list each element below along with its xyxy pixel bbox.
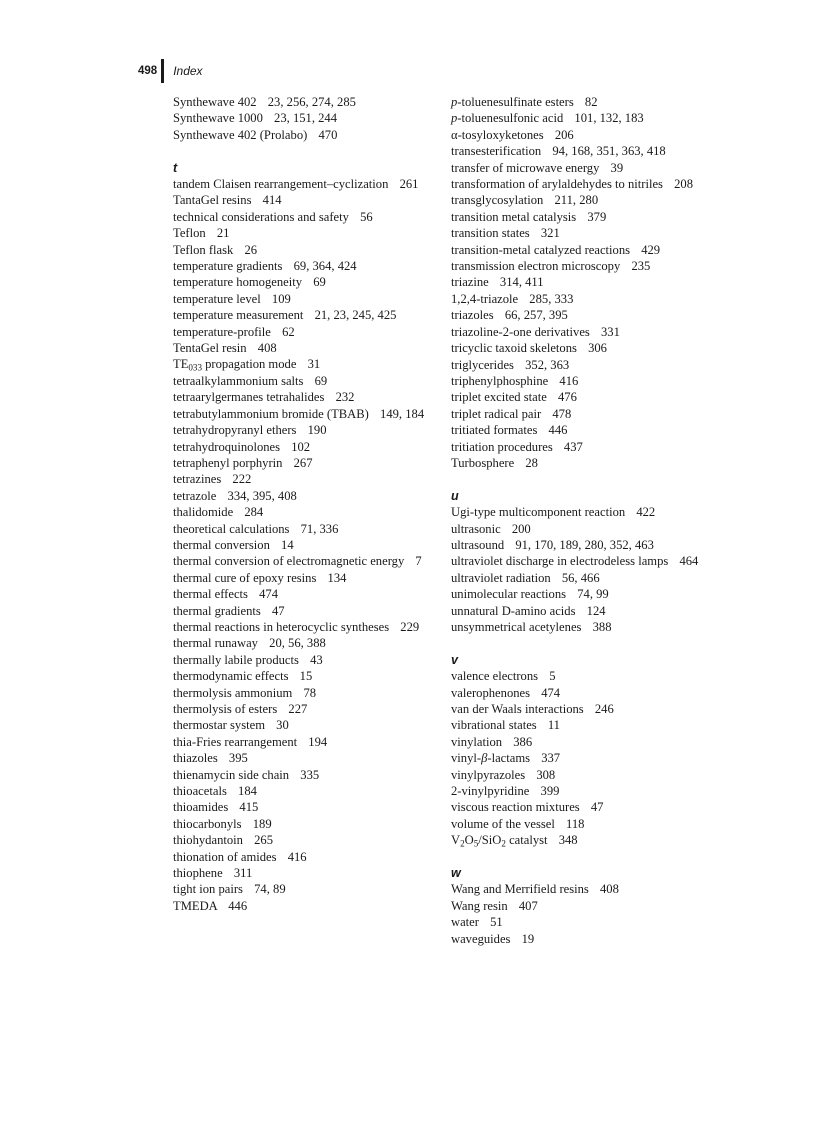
- index-term: tetrahydroquinolones: [173, 439, 281, 454]
- index-entry: [173, 504, 443, 520]
- index-pages: 69: [313, 275, 326, 290]
- index-term: vibrational states: [451, 718, 537, 733]
- page-number: 498: [138, 65, 158, 77]
- index-pages: 15: [299, 669, 313, 684]
- index-term: tight ion pairs: [173, 882, 243, 897]
- index-term: ultraviolet radiation: [451, 570, 551, 585]
- index-entry: [451, 110, 721, 126]
- index-entry: [451, 799, 721, 815]
- index-term: unnatural D-amino acids: [451, 603, 576, 618]
- index-pages: 446: [548, 423, 568, 438]
- index-pages: 211, 280: [554, 193, 599, 208]
- index-term: thiazoles: [173, 751, 218, 766]
- index-pages: 334, 395, 408: [227, 488, 297, 503]
- index-entry: [451, 373, 721, 389]
- index-pages: 222: [232, 472, 252, 487]
- index-entry: [451, 94, 721, 110]
- index-term: viscous reaction mixtures: [451, 800, 580, 815]
- index-term: transesterification: [451, 144, 542, 159]
- index-entry: [173, 307, 443, 323]
- index-pages: 14: [281, 537, 294, 552]
- index-term: 1,2,4-triazole: [451, 291, 519, 306]
- index-pages: 51: [490, 915, 503, 930]
- index-pages: 94, 168, 351, 363, 418: [552, 144, 666, 159]
- index-term: TantaGel resins: [173, 193, 252, 208]
- index-pages: 124: [586, 603, 606, 618]
- index-entry: [451, 931, 721, 947]
- index-term: transformation of arylaldehydes to nitriles: [451, 177, 663, 192]
- index-entry: [173, 881, 443, 897]
- index-entry: [173, 537, 443, 553]
- index-pages: 314, 411: [499, 275, 544, 290]
- index-term: tritiated formates: [451, 423, 538, 438]
- index-term: tricyclic taxoid skeletons: [451, 341, 577, 356]
- index-term: Turbosphere: [451, 455, 515, 470]
- header-rule: [161, 59, 164, 83]
- index-entry: [173, 603, 443, 619]
- index-pages: 47: [590, 800, 604, 815]
- index-entry: [173, 685, 443, 701]
- index-term: thermal conversion of electromagnetic energy: [173, 554, 405, 569]
- index-pages: 82: [584, 95, 598, 109]
- index-term: ultraviolet discharge in electrodeless lamps: [451, 554, 669, 569]
- index-entry: [451, 439, 721, 455]
- index-term: thienamycin side chain: [173, 767, 290, 782]
- index-term: tritiation procedures: [451, 439, 553, 454]
- index-pages: 62: [282, 324, 295, 339]
- index-entry: [173, 652, 443, 668]
- index-term: vinyl-β-lactams: [451, 751, 531, 766]
- index-entry: [451, 258, 721, 274]
- index-term: temperature gradients: [173, 259, 283, 274]
- index-pages: 101, 132, 183: [574, 111, 644, 126]
- index-pages: 23, 151, 244: [274, 111, 338, 126]
- running-head-title: Index: [173, 64, 203, 78]
- index-pages: 267: [293, 455, 313, 470]
- index-pages: 56: [360, 209, 373, 224]
- index-entry: [173, 422, 443, 438]
- index-entry: [173, 799, 443, 815]
- index-pages: 189: [252, 816, 272, 831]
- index-entry: [173, 127, 443, 143]
- index-term: Ugi-type multicomponent reaction: [451, 505, 626, 520]
- index-term: thiohydantoin: [173, 833, 243, 848]
- index-term: tetraphenyl porphyrin: [173, 455, 283, 470]
- index-entry: [173, 373, 443, 389]
- index-pages: 208: [674, 177, 693, 192]
- index-term: tetrahydropyranyl ethers: [173, 423, 297, 438]
- index-entry: [173, 274, 443, 290]
- index-pages: 56, 466: [561, 570, 600, 585]
- index-pages: 399: [540, 784, 560, 798]
- index-term: valerophenones: [451, 685, 531, 700]
- index-entry: [173, 619, 443, 635]
- index-pages: 69, 364, 424: [293, 259, 357, 274]
- index-entry: [173, 668, 443, 684]
- index-entry: [451, 160, 721, 176]
- index-section-u: [451, 488, 721, 636]
- index-pages: 109: [271, 291, 291, 306]
- index-term: transition states: [451, 226, 530, 241]
- index-pages: 19: [521, 931, 535, 946]
- index-entry: [451, 537, 721, 553]
- index-term: Synthewave 402 (Prolabo): [173, 127, 308, 142]
- index-pages: 194: [308, 734, 328, 749]
- index-pages: 184: [238, 784, 257, 799]
- index-entry: [451, 406, 721, 422]
- index-pages: 331: [600, 324, 620, 339]
- index-pages: 415: [239, 800, 259, 815]
- index-term: technical considerations and safety: [173, 209, 349, 224]
- index-term: TMEDA: [173, 898, 218, 913]
- index-entry: [173, 865, 443, 881]
- index-term: thermal conversion: [173, 537, 270, 552]
- section-letter: u: [451, 488, 459, 503]
- index-entry: [451, 881, 721, 897]
- index-entry: [173, 406, 443, 422]
- index-entry: [451, 717, 721, 733]
- index-term: tetraarylgermanes tetrahalides: [173, 390, 325, 405]
- index-term: thiocarbonyls: [173, 816, 242, 831]
- index-pages: 28: [525, 455, 538, 470]
- index-pages: 321: [540, 226, 560, 241]
- index-entry: [451, 389, 721, 405]
- index-term: Wang resin: [451, 898, 508, 913]
- index-pages: 464: [679, 554, 699, 569]
- index-term: transglycosylation: [451, 193, 544, 208]
- index-term: thermolysis of esters: [173, 702, 278, 716]
- index-entry: [451, 242, 721, 258]
- index-term: thermally labile products: [173, 652, 299, 667]
- index-entry: [173, 783, 443, 799]
- index-term: triplet radical pair: [451, 406, 542, 421]
- section-letter: v: [451, 652, 459, 667]
- index-term: triazoline-2-one derivatives: [451, 324, 590, 339]
- index-term: tetrazole: [173, 488, 217, 503]
- index-entry: [173, 291, 443, 307]
- index-pages: 348: [558, 833, 578, 848]
- index-term: triazoles: [451, 308, 494, 323]
- index-term: Wang and Merrifield resins: [451, 882, 589, 897]
- index-pages: 446: [228, 898, 248, 913]
- index-entry: [173, 521, 443, 537]
- index-pages: 74, 89: [254, 882, 286, 897]
- index-pages: 21: [216, 226, 230, 241]
- index-entry: [173, 192, 443, 208]
- index-term: TentaGel resin: [173, 341, 247, 356]
- index-term: tetraalkylammonium salts: [173, 373, 304, 388]
- index-entry: [173, 242, 443, 258]
- index-term: thermal cure of epoxy resins: [173, 570, 317, 585]
- index-entry: [451, 422, 721, 438]
- index-entry: [451, 619, 721, 635]
- index-term: waveguides: [451, 931, 511, 946]
- index-section-v: [451, 652, 721, 849]
- index-pages: 39: [610, 160, 624, 175]
- index-entry: [451, 192, 721, 208]
- index-term: vinylation: [451, 734, 503, 749]
- index-term: α-tosyloxyketones: [451, 127, 544, 142]
- index-pages: 265: [254, 833, 274, 848]
- index-term: triglycerides: [451, 357, 514, 372]
- index-pages: 20, 56, 388: [269, 636, 326, 651]
- index-entry: [451, 225, 721, 241]
- index-pages: 414: [262, 193, 282, 208]
- index-entry: [451, 291, 721, 307]
- index-entry: [173, 455, 443, 471]
- index-pages: 246: [594, 701, 614, 716]
- index-pages: 429: [641, 242, 661, 257]
- index-pages: 5: [549, 669, 556, 684]
- index-term: thermal effects: [173, 587, 248, 602]
- index-term: Synthewave 1000: [173, 111, 263, 126]
- index-pages: 43: [310, 652, 323, 667]
- index-entry: [451, 701, 721, 717]
- index-pages: 7: [415, 554, 422, 569]
- index-term: theoretical calculations: [173, 521, 290, 536]
- index-entry: [173, 258, 443, 274]
- index-pages: 474: [541, 685, 561, 700]
- index-entry: [451, 274, 721, 290]
- index-entry: [451, 324, 721, 340]
- index-entry: [451, 767, 721, 783]
- section-letter: w: [451, 866, 461, 881]
- index-pages: 416: [559, 373, 579, 388]
- index-pages: 379: [587, 209, 607, 224]
- index-term: vinylpyrazoles: [451, 767, 526, 782]
- index-pages: 337: [541, 751, 561, 766]
- index-pages: 102: [291, 439, 311, 454]
- index-pages: 470: [318, 127, 338, 142]
- index-entry: [173, 439, 443, 455]
- index-entry: [173, 340, 443, 356]
- index-term: temperature homogeneity: [173, 275, 303, 290]
- index-term: thermal gradients: [173, 603, 261, 618]
- index-pages: 407: [518, 898, 538, 913]
- index-pages: 134: [327, 570, 347, 585]
- index-entry: [451, 734, 721, 750]
- index-pages: 437: [563, 439, 583, 454]
- index-pages: 235: [631, 259, 651, 274]
- index-term: triphenylphosphine: [451, 373, 549, 388]
- index-entry: [173, 389, 443, 405]
- index-entry: [451, 521, 721, 537]
- index-entry: [173, 750, 443, 766]
- index-column-left: [173, 94, 443, 914]
- index-term: thermostar system: [173, 718, 265, 733]
- index-term: 2-vinylpyridine: [451, 784, 530, 798]
- index-section-t: [173, 160, 443, 915]
- index-pages: 232: [335, 390, 355, 405]
- index-entry: [173, 110, 443, 126]
- index-section: [451, 94, 721, 471]
- index-term: tandem Claisen rearrangement–cyclization: [173, 177, 389, 191]
- index-entry: [451, 832, 721, 848]
- index-term: transition-metal catalyzed reactions: [451, 242, 631, 257]
- index-term: ultrasonic: [451, 521, 501, 536]
- index-pages: 11: [547, 718, 560, 733]
- index-entry: [451, 586, 721, 602]
- index-term: thionation of amides: [173, 849, 277, 864]
- index-entry: [451, 143, 721, 159]
- index-pages: 422: [636, 505, 656, 520]
- index-entry: [451, 176, 721, 192]
- index-entry: [173, 324, 443, 340]
- index-pages: 74, 99: [577, 587, 609, 602]
- index-term: unsymmetrical acetylenes: [451, 619, 582, 634]
- index-term: thia-Fries rearrangement: [173, 734, 298, 749]
- index-pages: 388: [592, 619, 612, 634]
- index-pages: 21, 23, 245, 425: [314, 308, 397, 323]
- index-pages: 229: [400, 619, 420, 634]
- index-entry: [173, 94, 443, 110]
- index-pages: 26: [244, 242, 258, 257]
- index-pages: 352, 363: [525, 357, 570, 372]
- index-term: Teflon: [173, 226, 206, 241]
- index-entry: [173, 734, 443, 750]
- index-term: van der Waals interactions: [451, 701, 584, 716]
- index-entry: [173, 570, 443, 586]
- index-term: transmission electron microscopy: [451, 259, 621, 274]
- index-section-w: [451, 865, 721, 947]
- index-pages: 30: [276, 718, 289, 733]
- index-term: triplet excited state: [451, 390, 547, 405]
- index-pages: 408: [599, 882, 619, 897]
- index-entry: [451, 914, 721, 930]
- index-term: thalidomide: [173, 505, 234, 520]
- index-term: thiophene: [173, 866, 223, 881]
- index-term: transition metal catalysis: [451, 209, 577, 224]
- index-pages: 118: [566, 816, 585, 831]
- index-pages: 311: [233, 866, 253, 881]
- index-entry: [451, 898, 721, 914]
- index-pages: 149, 184: [380, 406, 425, 421]
- index-entry: [173, 849, 443, 865]
- index-pages: 306: [588, 341, 607, 356]
- index-pages: 200: [511, 521, 531, 536]
- index-entry: [173, 767, 443, 783]
- index-entry: [173, 225, 443, 241]
- index-entry: [173, 898, 443, 914]
- index-entry: [451, 603, 721, 619]
- index-pages: 285, 333: [529, 291, 574, 306]
- index-pages: 23, 256, 274, 285: [267, 95, 356, 109]
- index-entry: [173, 832, 443, 848]
- index-entry: [173, 701, 443, 717]
- index-entry: [173, 209, 443, 225]
- index-entry: [173, 586, 443, 602]
- index-pages: 190: [307, 423, 327, 438]
- index-entry: [451, 570, 721, 586]
- index-pages: 71, 336: [300, 521, 339, 536]
- index-entry: [451, 783, 721, 799]
- index-term: temperature measurement: [173, 308, 304, 323]
- index-pages: 31: [307, 357, 321, 372]
- index-entry: [451, 668, 721, 684]
- index-section: [173, 94, 443, 143]
- index-entry: [451, 357, 721, 373]
- index-term: ultrasound: [451, 537, 505, 552]
- index-term: thioacetals: [173, 784, 227, 799]
- index-entry: [451, 816, 721, 832]
- index-term: transfer of microwave energy: [451, 160, 600, 175]
- index-term: temperature-profile: [173, 324, 271, 339]
- index-term: Teflon flask: [173, 242, 234, 257]
- index-term: p-toluenesulfonic acid: [451, 111, 564, 126]
- index-entry: [173, 176, 443, 192]
- index-pages: 395: [228, 751, 248, 766]
- index-term: water: [451, 915, 479, 930]
- index-entry: [451, 685, 721, 701]
- index-term: volume of the vessel: [451, 816, 555, 831]
- index-pages: 476: [557, 390, 577, 405]
- index-term: unimolecular reactions: [451, 587, 567, 602]
- index-entry: [451, 750, 721, 766]
- index-pages: 47: [271, 603, 285, 618]
- index-pages: 66, 257, 395: [504, 308, 568, 323]
- index-pages: 478: [552, 406, 572, 421]
- index-entry: [451, 553, 721, 569]
- index-term: $TE_{033}$ propagation mode: [173, 357, 297, 374]
- index-entry: [451, 307, 721, 323]
- section-letter: t: [173, 160, 178, 175]
- index-pages: 91, 170, 189, 280, 352, 463: [515, 537, 654, 552]
- index-entry: [173, 356, 443, 372]
- index-term: thermolysis ammonium: [173, 685, 293, 700]
- index-entry: [173, 816, 443, 832]
- index-term: thermal runaway: [173, 636, 258, 651]
- index-entry: [173, 553, 443, 569]
- index-entry: [451, 504, 721, 520]
- index-term: valence electrons: [451, 669, 539, 684]
- index-pages: 335: [300, 767, 320, 782]
- index-term: tetrabutylammonium bromide (TBAB): [173, 406, 369, 421]
- index-term: Synthewave 402: [173, 95, 257, 109]
- index-pages: 69: [314, 373, 328, 388]
- index-pages: 474: [259, 587, 278, 602]
- index-entry: [173, 717, 443, 733]
- index-entry: [173, 635, 443, 651]
- index-pages: 78: [303, 685, 317, 700]
- index-pages: 261: [399, 177, 419, 191]
- index-pages: 416: [287, 849, 307, 864]
- index-entry: [451, 455, 721, 471]
- index-term: $V_2O_5/SiO_2$ catalyst: [451, 833, 548, 849]
- index-pages: 284: [244, 505, 264, 520]
- index-pages: 308: [536, 767, 556, 782]
- index-entry: [451, 209, 721, 225]
- index-pages: 386: [513, 734, 533, 749]
- index-entry: [451, 340, 721, 356]
- index-term: p-toluenesulfinate esters: [451, 95, 574, 109]
- index-entry: [173, 488, 443, 504]
- index-term: thermal reactions in heterocyclic syntheses: [173, 619, 390, 634]
- index-term: thioamides: [173, 800, 229, 815]
- running-header: [138, 60, 203, 82]
- index-term: thermodynamic effects: [173, 669, 289, 684]
- index-column-right: [451, 94, 721, 947]
- index-term: temperature level: [173, 291, 261, 306]
- index-pages: 227: [288, 702, 308, 716]
- index-term: triazine: [451, 275, 489, 290]
- index-pages: 206: [554, 127, 574, 142]
- index-entry: [173, 471, 443, 487]
- index-entry: [451, 127, 721, 143]
- index-term: tetrazines: [173, 472, 222, 487]
- index-pages: 408: [257, 341, 277, 356]
